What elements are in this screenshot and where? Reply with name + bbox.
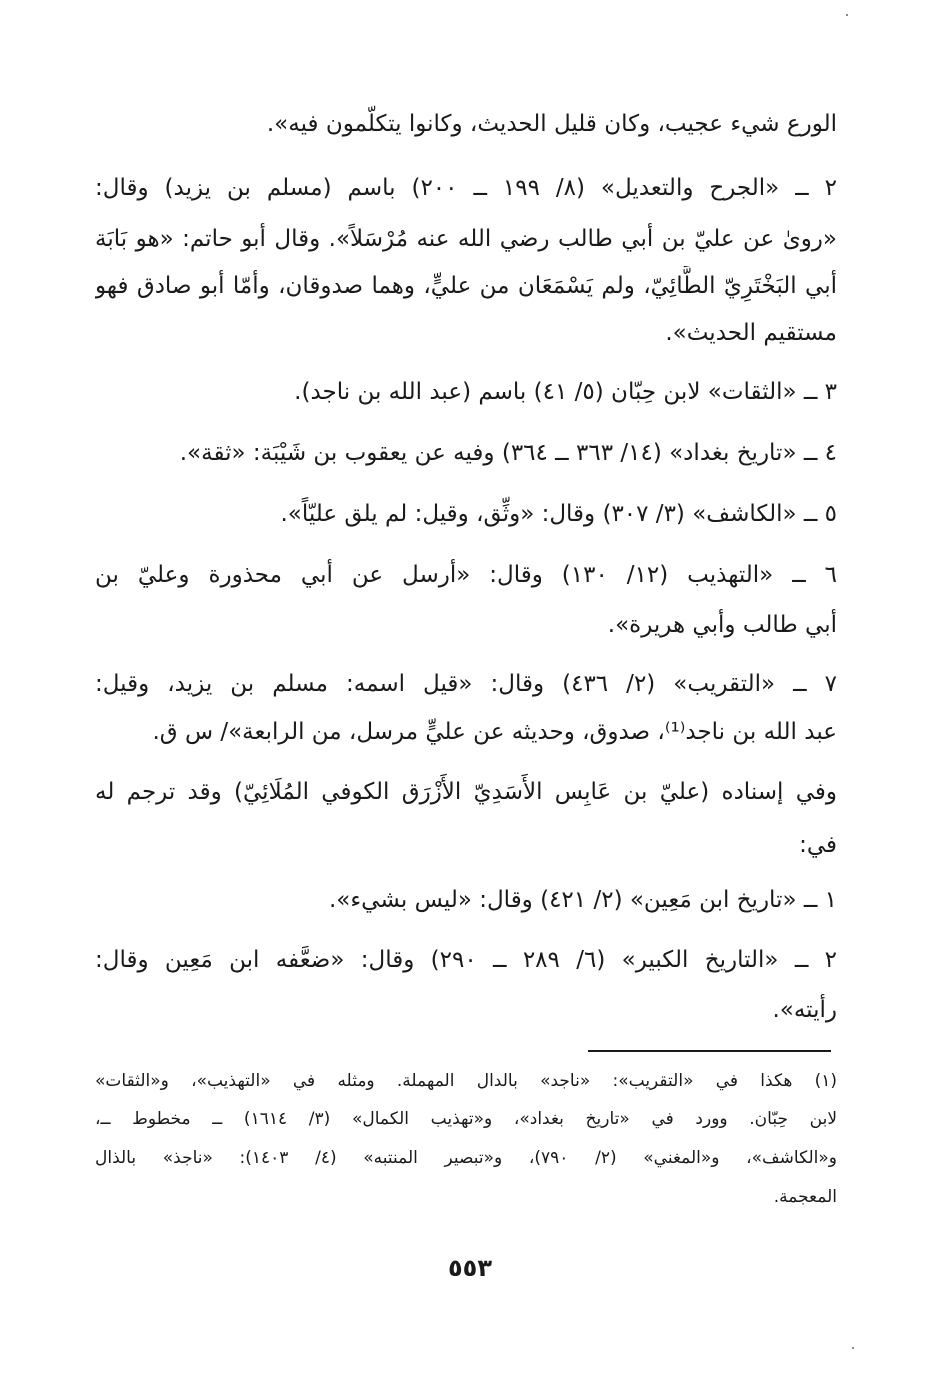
body-line: ٢ ــ «التاريخ الكبير» (٦/ ٢٨٩ ــ ٢٩٠) وقال: «ضعَّفه ابن مَعِين وقال: — [95, 947, 837, 973]
footnote-line: لابن حِبّان. وورد في «تاريخ بغداد»، و«تهذيب الكمال» (٣/ ١٦١٤) ــ مخطوط ــ، — [95, 1109, 837, 1129]
body-line: عبد الله بن ناجد⁽¹⁾، صدوق، وحديثه عن عليٍّ مرسل، من الرابعة»/ س ق. — [152, 719, 837, 745]
body-line: ٣ ــ «الثقات» لابن حِبّان (٥/ ٤١) باسم (عبد الله بن ناجد). — [294, 379, 837, 405]
body-line: أبي البَخْتَرِيّ الطَّائِيّ، ولم يَسْمَعَان من عليٍّ، وهما صدوقان، وأمّا أبو صادق فهو — [95, 273, 837, 299]
body-line: ٢ ــ «الجرح والتعديل» (٨/ ١٩٩ ــ ٢٠٠) باسم (مسلم بن يزيد) وقال: — [95, 175, 837, 201]
body-line: الورع شيء عجيب، وكان قليل الحديث، وكانوا يتكلّمون فيه». — [266, 111, 837, 137]
body-line: ٥ ــ «الكاشف» (٣/ ٣٠٧) وقال: «وثِّق، وقيل: لم يلق عليّاً». — [280, 501, 837, 527]
body-line: في: — [799, 832, 837, 858]
page-number: ٥٥٣ — [448, 1254, 492, 1282]
footnote-line: المعجمة. — [773, 1187, 837, 1207]
scan-speck — [852, 1347, 854, 1349]
body-line: ١ ــ «تاريخ ابن مَعِين» (٢/ ٤٢١) وقال: «ليس بشيء». — [328, 887, 837, 913]
body-line: وفي إسناده (عليّ بن عَابِس الأَسَدِيّ الأَزْرَق الكوفي المُلَائِيّ) وقد ترجم له — [95, 779, 837, 805]
body-line: ٤ ــ «تاريخ بغداد» (١٤/ ٣٦٣ ــ ٣٦٤) وفيه عن يعقوب بن شَيْبَة: «ثقة». — [179, 440, 837, 466]
body-line: مستقيم الحديث». — [665, 320, 837, 346]
scan-speck — [846, 14, 848, 16]
footnote-line: (١) هكذا في «التقريب»: «ناجد» بالدال المهملة. ومثله في «التهذيب»، و«الثقات» — [95, 1071, 837, 1091]
footnote-line: و«الكاشف»، و«المغني» (٢/ ٧٩٠)، و«تبصير المنتبه» (٤/ ١٤٠٣): «ناجذ» بالذال — [95, 1148, 837, 1168]
body-line: ٧ ــ «التقريب» (٢/ ٤٣٦) وقال: «قيل اسمه: مسلم بن يزيد، وقيل: — [95, 671, 837, 697]
body-line: ٦ ــ «التهذيب (١٢/ ١٣٠) وقال: «أرسل عن أبي محذورة وعليّ بن — [95, 562, 837, 588]
body-line: أبي طالب وأبي هريرة». — [607, 612, 837, 638]
footnote-separator — [588, 1050, 831, 1052]
body-line: «روىٰ عن عليّ بن أبي طالب رضي الله عنه مُرْسَلاً». وقال أبو حاتم: «هو بَابَة — [95, 226, 837, 252]
body-line: رأيته». — [772, 997, 837, 1023]
